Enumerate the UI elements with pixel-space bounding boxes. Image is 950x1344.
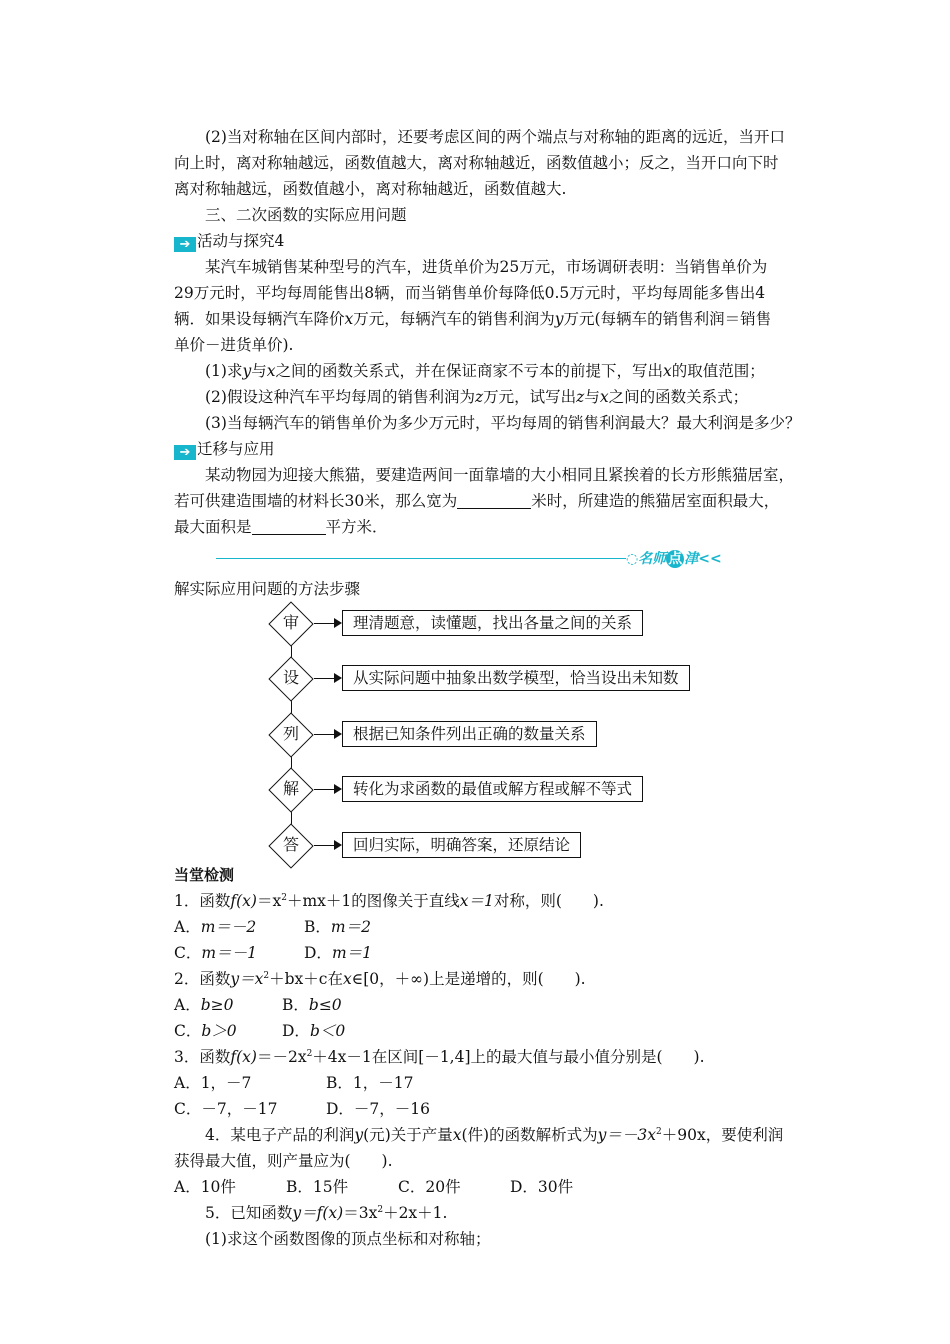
option-value: b＞0 — [201, 1022, 237, 1040]
option-value: m＝－2 — [200, 918, 257, 936]
arrow-icon: ➔ — [174, 445, 196, 460]
document-body — [174, 124, 814, 1252]
paragraph-line: 某汽车城销售某种型号的汽车，进货单价为25万元，市场调研表明：当销售单价为 — [205, 258, 768, 276]
option-letter: C． — [174, 944, 202, 962]
option-a[interactable] — [174, 914, 304, 940]
flow-step-key: 列 — [282, 724, 299, 743]
flow-step-box: 理清题意，读懂题，找出各量之间的关系 — [342, 610, 643, 636]
section-heading: 三、二次函数的实际应用问题 — [205, 206, 407, 224]
question-line — [174, 888, 814, 914]
arrow-right-icon — [334, 618, 342, 628]
arrow-right-icon — [334, 673, 342, 683]
option-b[interactable]: B．1，－17 — [326, 1074, 414, 1092]
flow-step-key: 答 — [282, 835, 299, 854]
math-expr: ＋bx＋c — [269, 970, 328, 988]
text-run: 之间的函数关系式，并在保证商家不亏本的前提下，写出 — [275, 362, 664, 380]
question-line: (3)当每辆汽车的销售单价为多少万元时，平均每周的销售利润最大？最大利润是多少？ — [205, 414, 801, 432]
flow-step-key: 设 — [282, 668, 299, 687]
transfer-label: 迁移与应用 — [197, 440, 275, 458]
option-b[interactable] — [282, 996, 342, 1014]
math-var: z — [474, 388, 484, 406]
math-expr: ＋4x－1 — [312, 1048, 372, 1066]
transfer-heading — [174, 436, 814, 462]
flow-step-box: 转化为求函数的最值或解方程或解不等式 — [342, 776, 643, 802]
banner-label: ◌名师 — [626, 551, 667, 567]
math-expr: ＋2x＋1. — [383, 1204, 448, 1222]
option-letter: C． — [174, 1022, 202, 1040]
arrow-icon: ➔ — [174, 237, 196, 252]
banner-mark-icon: 点 — [668, 551, 683, 567]
text-run: 4．某电子产品的利润 — [205, 1126, 355, 1144]
paragraph-line: 离对称轴越远，函数值越小，离对称轴越近，函数值越大. — [174, 180, 567, 198]
flow-step-box: 从实际问题中抽象出数学模型，恰当设出未知数 — [342, 665, 690, 691]
math-expr: ＋mx＋1 — [286, 892, 352, 910]
paragraph-line: 某动物园为迎接大熊猫，要建造两间一面靠墙的大小相同且紧挨着的长方形熊猫居室， — [205, 466, 795, 484]
math-var: x — [452, 1126, 462, 1144]
text-run: 的取值范围； — [671, 362, 765, 380]
text-run: 万元，每辆汽车的销售利润为 — [353, 310, 555, 328]
text-run: 5．已知函数 — [205, 1204, 293, 1222]
option-d[interactable]: D．－7，－16 — [326, 1100, 431, 1118]
option-letter: A． — [174, 918, 201, 936]
text-run: 米时，所建造的熊猫居室面积最大， — [531, 492, 780, 510]
option-d[interactable] — [304, 944, 372, 962]
option-letter: B． — [304, 918, 331, 936]
paragraph-line — [174, 306, 814, 332]
text-run: 平方米． — [325, 518, 388, 536]
option-value: m＝2 — [330, 918, 371, 936]
option-c[interactable]: C．20件 — [398, 1178, 461, 1196]
option-letter: A． — [174, 996, 201, 1014]
math-expr: ＋90x — [661, 1126, 706, 1144]
math-var: x — [344, 310, 354, 328]
flow-step-key: 审 — [282, 613, 299, 632]
math-var: x — [342, 970, 352, 988]
text-run: (2)假设这种汽车平均每周的销售利润为 — [205, 388, 475, 406]
math-var: x — [266, 362, 276, 380]
text-run: 与 — [251, 362, 267, 380]
option-line — [174, 914, 814, 940]
option-c[interactable] — [174, 1018, 282, 1044]
arrow-right-icon — [334, 729, 342, 739]
option-line — [174, 940, 814, 966]
math-var: z — [576, 388, 585, 406]
math-expr: f(x) — [230, 892, 257, 910]
activity-heading — [174, 228, 814, 254]
math-var: x — [663, 362, 672, 380]
arrow-right-icon — [334, 840, 342, 850]
steps-title: 解实际应用问题的方法步骤 — [174, 580, 361, 598]
math-expr: ＝x — [256, 892, 282, 910]
option-value: m＝－1 — [201, 944, 257, 962]
math-sup: 2 — [306, 1048, 313, 1059]
option-line — [174, 992, 814, 1018]
paragraph-line: (2)当对称轴在区间内部时，还要考虑区间的两个端点与对称轴的距离的远近，当开口 — [205, 128, 785, 146]
text-run: 万元，试写出 — [483, 388, 577, 406]
text-run: (1)求 — [205, 362, 243, 380]
text-run: 3．函数 — [174, 1048, 231, 1066]
text-run: 2．函数 — [174, 970, 231, 988]
option-line — [174, 1096, 814, 1122]
option-d[interactable] — [282, 1022, 345, 1040]
math-expr: ＝3x — [343, 1204, 378, 1222]
answer-blank[interactable] — [457, 490, 531, 509]
paragraph-line — [174, 514, 814, 540]
math-expr: y＝x — [230, 970, 264, 988]
question-line: (1)求这个函数图像的顶点坐标和对称轴； — [205, 1230, 491, 1248]
text-run: 的图像关于直线 — [351, 892, 460, 910]
option-value: m＝1 — [331, 944, 372, 962]
math-expr: ＝－2x — [256, 1048, 307, 1066]
tips-banner — [174, 544, 814, 576]
banner-rule — [216, 558, 626, 559]
option-a[interactable]: A．10件 — [174, 1178, 236, 1196]
math-sup: 2 — [263, 970, 270, 981]
banner-tail: 津<< — [684, 551, 722, 567]
text-run: 在区间[－1,4]上的最大值与最小值分别是( ). — [371, 1048, 705, 1066]
paragraph-line — [174, 488, 814, 514]
paragraph-line: 29万元时，平均每周能售出8辆，而当销售单价每降低0.5万元时，平均每周能多售出4 — [174, 284, 766, 302]
option-b[interactable] — [304, 918, 371, 936]
option-b[interactable]: B．15件 — [286, 1178, 349, 1196]
question-line — [174, 1044, 814, 1070]
option-a[interactable] — [174, 992, 282, 1018]
text-run: (元)关于产量 — [363, 1126, 453, 1144]
paragraph-line: 单价－进货单价). — [174, 336, 294, 354]
text-run: (件)的函数解析式为 — [461, 1126, 598, 1144]
text-run: 与 — [584, 388, 600, 406]
answer-blank[interactable] — [252, 516, 326, 535]
math-expr: x＝1 — [459, 892, 494, 910]
option-c[interactable]: C．－7，－17 — [174, 1100, 278, 1118]
option-d[interactable]: D．30件 — [510, 1178, 574, 1196]
question-line — [174, 384, 814, 410]
math-sup: 2 — [281, 892, 287, 903]
paragraph-line: 向上时，离对称轴越远，函数值越大，离对称轴越近，函数值越小；反之，当开口向下时 — [174, 154, 779, 172]
text-run: 万元(每辆车的销售利润＝销售 — [563, 310, 772, 328]
math-sup: 2 — [655, 1126, 662, 1137]
banner-tag — [626, 548, 722, 570]
option-value: b≤0 — [308, 996, 342, 1014]
math-var: y — [354, 1126, 364, 1144]
math-var: y — [242, 362, 252, 380]
text-run: 之间的函数关系式； — [608, 388, 749, 406]
option-letter: D． — [304, 944, 332, 962]
math-var: y — [554, 310, 564, 328]
option-value: b＜0 — [309, 1022, 346, 1040]
text-run: 若可供建造围墙的材料长30米，那么宽为 — [174, 492, 458, 510]
option-line — [174, 1070, 814, 1096]
text-run: 最大面积是 — [174, 518, 252, 536]
text-run: ∈[0，＋∞)上是递增的，则( ). — [351, 970, 586, 988]
activity-label: 活动与探究4 — [197, 232, 285, 250]
question-line — [174, 1122, 814, 1148]
option-letter: B． — [282, 996, 309, 1014]
math-expr: f(x) — [230, 1048, 257, 1066]
option-c[interactable] — [174, 940, 304, 966]
option-a[interactable]: A．1，－7 — [174, 1074, 252, 1092]
question-line — [174, 966, 814, 992]
steps-flowchart — [174, 604, 814, 858]
option-letter: D． — [282, 1022, 310, 1040]
question-line: 获得最大值，则产量应为( ). — [174, 1152, 393, 1170]
text-run: ，要使利润 — [705, 1126, 784, 1144]
question-line — [174, 358, 814, 384]
text-run: 1．函数 — [174, 892, 231, 910]
math-expr: y＝－3x — [597, 1126, 656, 1144]
math-var: x — [599, 388, 609, 406]
option-line — [174, 1174, 814, 1200]
flow-step-box: 根据已知条件列出正确的数量关系 — [342, 721, 597, 747]
flow-step-key: 解 — [282, 779, 299, 798]
text-run: 在 — [327, 970, 343, 988]
question-line — [174, 1200, 814, 1226]
arrow-right-icon — [334, 784, 342, 794]
text-run: 辆．如果设每辆汽车降价 — [174, 310, 345, 328]
check-title: 当堂检测 — [174, 866, 235, 884]
option-line — [174, 1018, 814, 1044]
option-value: b≥0 — [200, 996, 234, 1014]
math-expr: y＝f(x) — [292, 1204, 344, 1222]
text-run: 对称，则( ). — [493, 892, 604, 910]
flow-step-box: 回归实际，明确答案，还原结论 — [342, 832, 581, 858]
math-sup: 2 — [377, 1204, 384, 1215]
